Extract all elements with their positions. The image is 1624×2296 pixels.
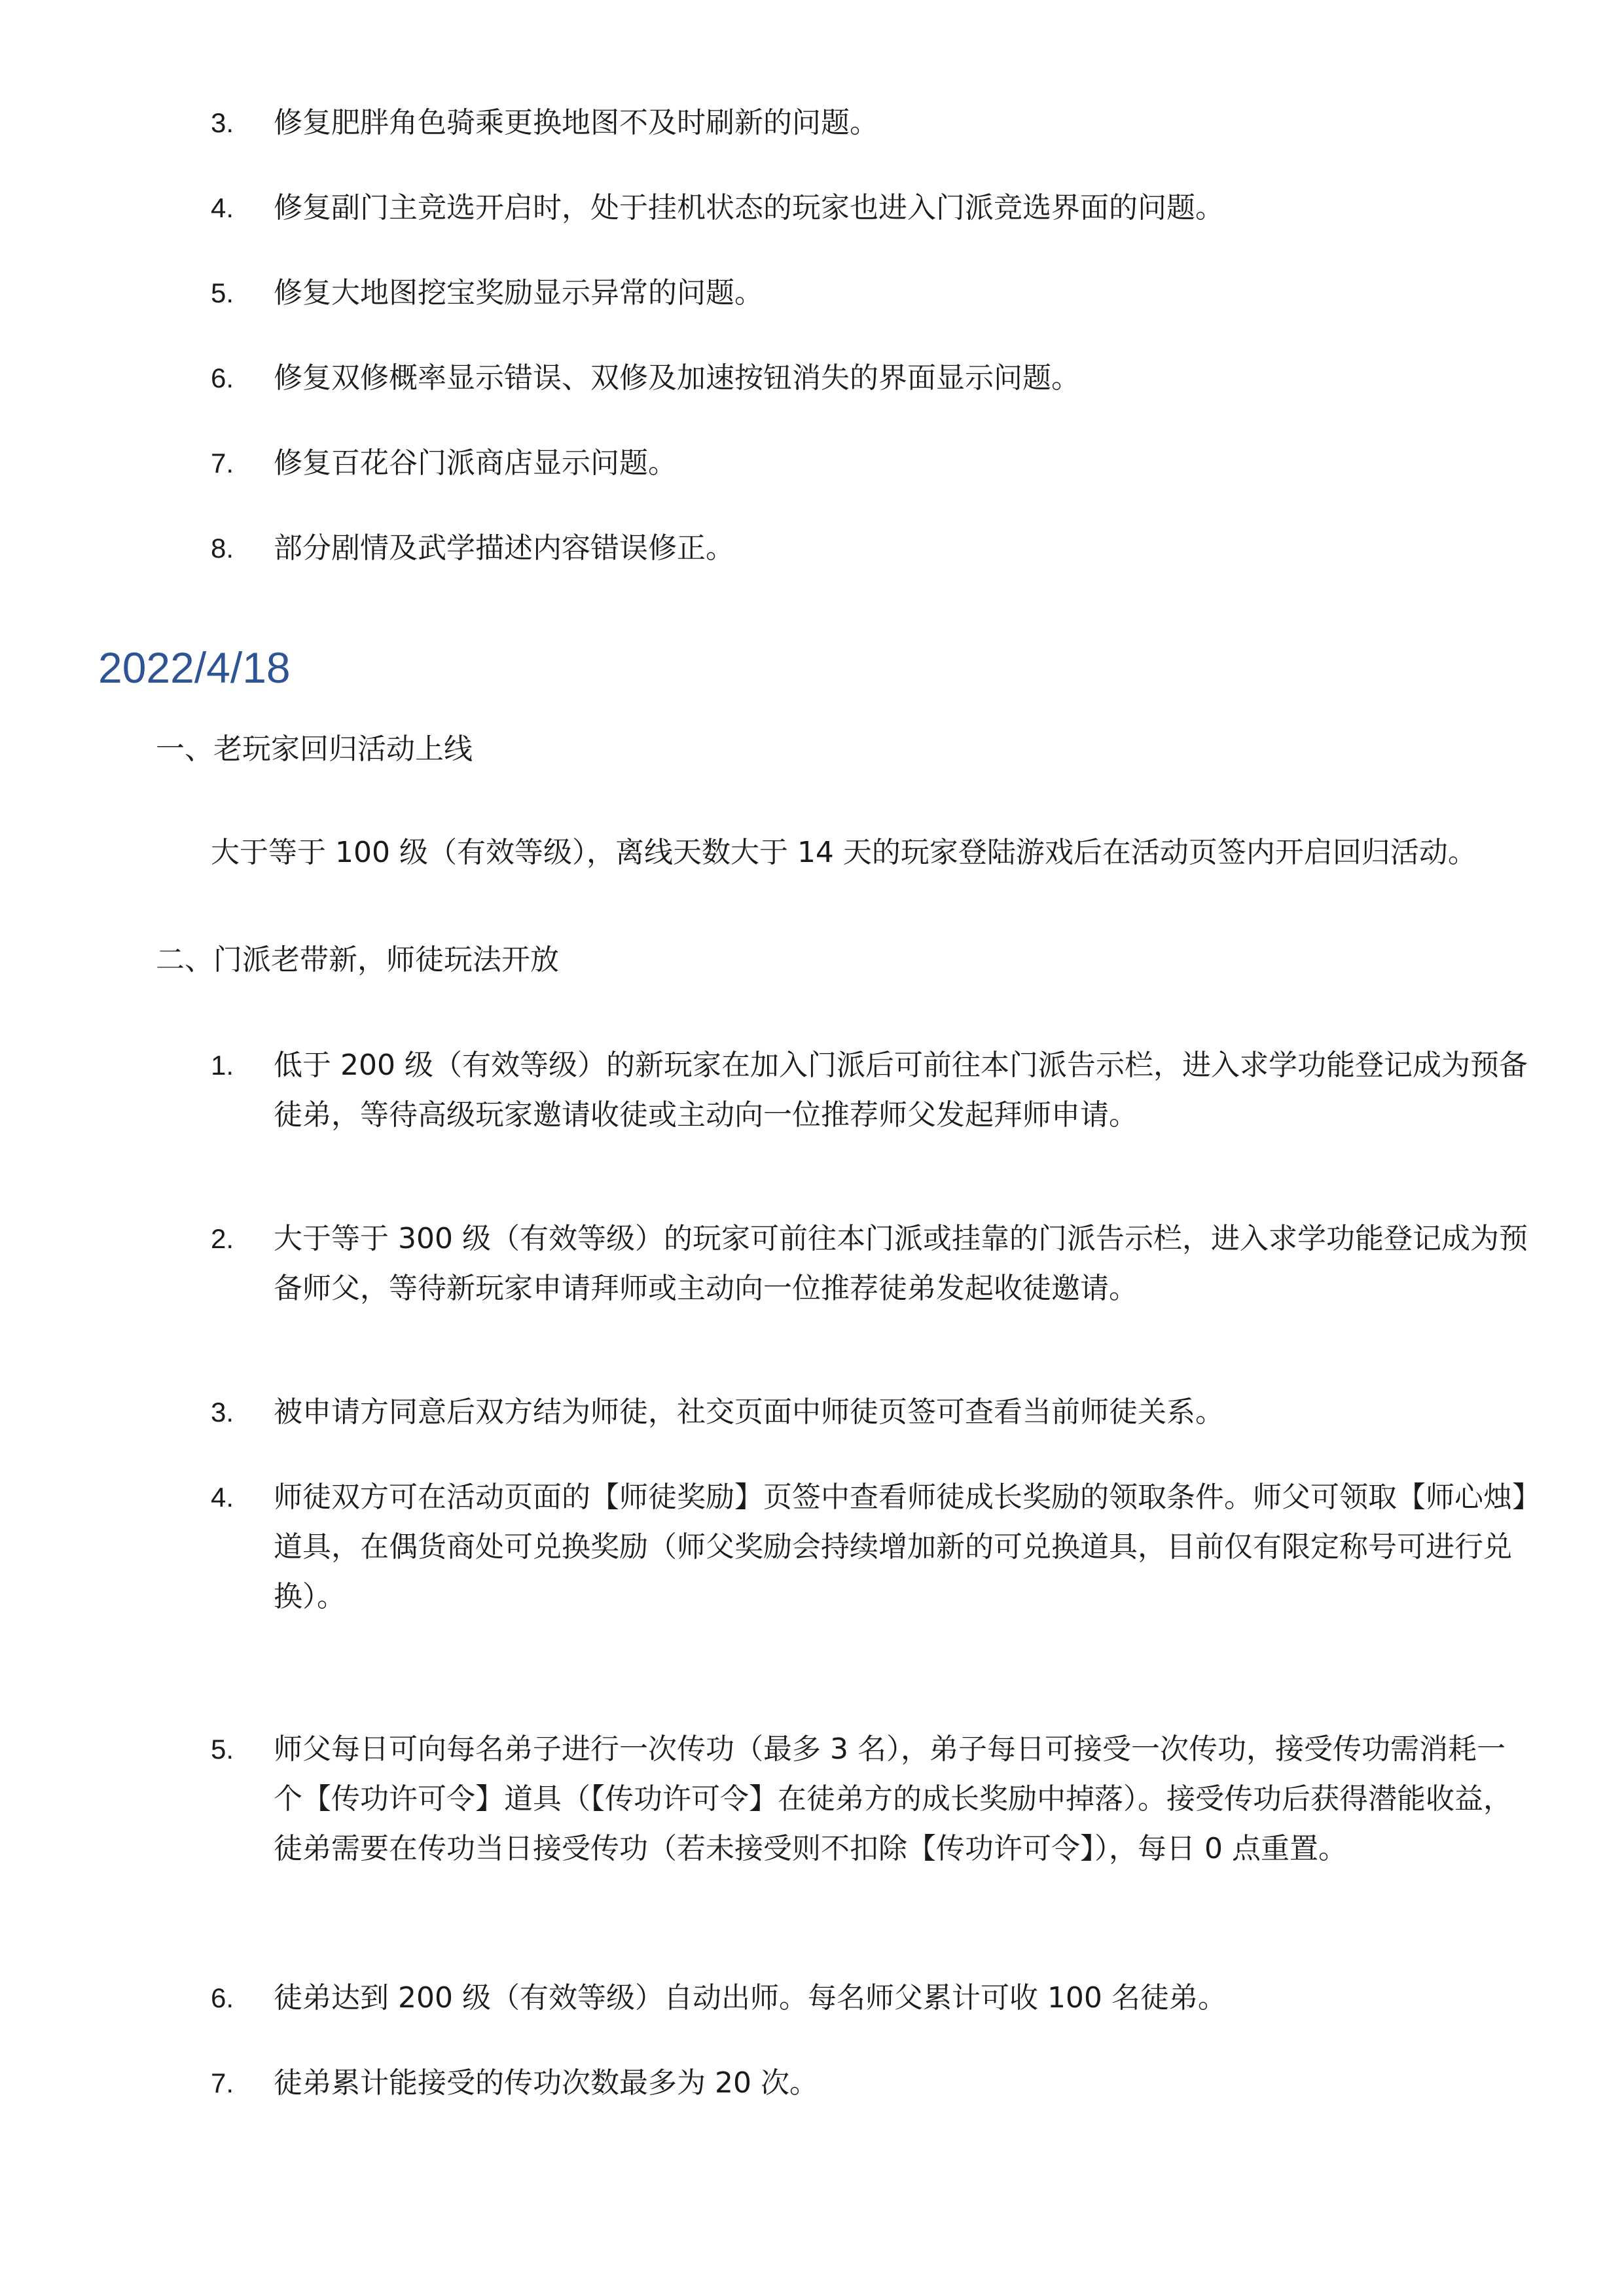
list-number: 1. <box>211 1050 234 1081</box>
list-text: 修复百花谷门派商店显示问题。 <box>274 446 677 480</box>
list-number: 3. <box>211 1397 234 1427</box>
list-number: 4. <box>211 192 234 223</box>
list-text: 大于等于 300 级（有效等级）的玩家可前往本门派或挂靠的门派告示栏，进入求学功能登记成为预备师父，等待新玩家申请拜师或主动向一位推荐徒弟发起收徒邀请。 <box>274 1222 1528 1305</box>
list-number: 6. <box>211 363 234 393</box>
list-text: 修复副门主竞选开启时，处于挂机状态的玩家也进入门派竞选界面的问题。 <box>274 191 1224 224</box>
list-text: 被申请方同意后双方结为师徒，社交页面中师徒页签可查看当前师徒关系。 <box>274 1395 1224 1429</box>
list-text: 部分剧情及武学描述内容错误修正。 <box>274 531 734 565</box>
list-number: 4. <box>211 1482 234 1513</box>
list-text: 修复双修概率显示错误、双修及加速按钮消失的界面显示问题。 <box>274 361 1080 395</box>
list-text: 修复大地图挖宝奖励显示异常的问题。 <box>274 276 763 310</box>
list-number: 6. <box>211 1982 234 2013</box>
list-number: 7. <box>211 448 234 478</box>
list-number: 2. <box>211 1223 234 1254</box>
list-number: 5. <box>211 1734 234 1765</box>
list-number: 7. <box>211 2068 234 2098</box>
list-number: 8. <box>211 533 234 564</box>
list-number: 3. <box>211 107 234 138</box>
section-title: 一、老玩家回归活动上线 <box>156 732 473 766</box>
date-heading: 2022/4/18 <box>98 643 291 692</box>
list-text: 低于 200 级（有效等级）的新玩家在加入门派后可前往本门派告示栏，进入求学功能登记成为预备徒弟，等待高级玩家邀请收徒或主动向一位推荐师父发起拜师申请。 <box>274 1049 1528 1132</box>
list-text: 徒弟达到 200 级（有效等级）自动出师。每名师父累计可收 100 名徒弟。 <box>274 1981 1227 2015</box>
list-text: 师父每日可向每名弟子进行一次传功（最多 3 名），弟子每日可接受一次传功，接受传功需消耗一个【传功许可令】道具（【传功许可令】在徒弟方的成长奖励中掉落）。接受传功后获得潜能收益，徒弟需要在传功当日接受传功（若未接受则不扣除【传功许可令】），每日 0 点重置。 <box>274 1732 1512 1865</box>
section-title: 二、门派老带新，师徒玩法开放 <box>156 943 559 977</box>
list-text: 师徒双方可在活动页面的【师徒奖励】页签中查看师徒成长奖励的领取条件。师父可领取【师心烛】道具，在偶货商处可兑换奖励（师父奖励会持续增加新的可兑换道具，目前仅有限定称号可进行兑换）。 <box>274 1480 1526 1613</box>
section-paragraph: 大于等于 100 级（有效等级），离线天数大于 14 天的玩家登陆游戏后在活动页签内开启回归活动。 <box>211 836 1477 869</box>
list-text: 徒弟累计能接受的传功次数最多为 20 次。 <box>274 2066 818 2100</box>
list-text: 修复肥胖角色骑乘更换地图不及时刷新的问题。 <box>274 106 878 139</box>
list-number: 5. <box>211 278 234 308</box>
